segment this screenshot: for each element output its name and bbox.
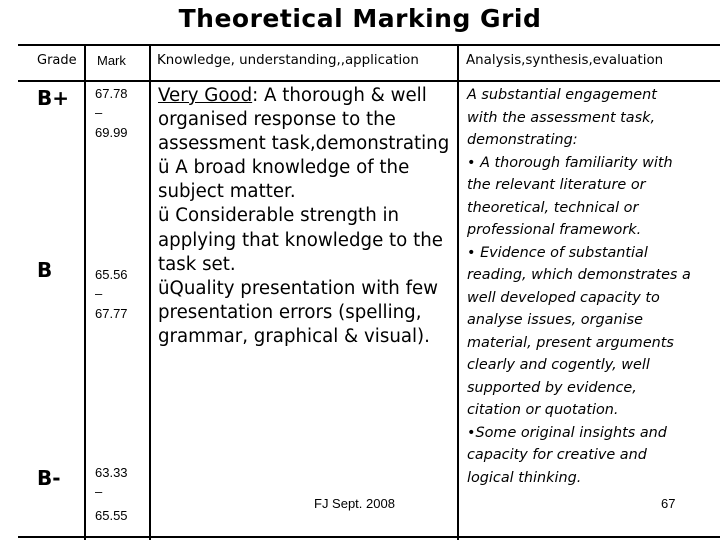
knowledge-line: task set. xyxy=(158,253,236,275)
knowledge-line: subject matter. xyxy=(158,181,296,203)
knowledge-description xyxy=(158,84,458,349)
header-mark: Mark xyxy=(97,53,126,68)
analysis-line: • A thorough familiarity with xyxy=(467,154,673,171)
header-analysis: Analysis,synthesis,evaluation xyxy=(466,53,664,68)
analysis-line: professional framework. xyxy=(467,222,642,238)
column-divider-1 xyxy=(84,44,86,540)
mark-b-top: 65.56 xyxy=(95,267,128,282)
analysis-line: supported by evidence, xyxy=(467,379,637,396)
knowledge-line xyxy=(158,84,458,108)
analysis-line: well developed capacity to xyxy=(467,289,660,306)
analysis-line: A substantial engagement xyxy=(467,87,657,103)
analysis-line: analyse issues, organise xyxy=(467,312,643,328)
mark-b-bottom: 67.77 xyxy=(95,306,128,321)
analysis-line: capacity for creative and xyxy=(467,447,647,463)
page-title: Theoretical Marking Grid xyxy=(178,4,542,33)
analysis-line: logical thinking. xyxy=(467,469,582,486)
knowledge-line: applying that knowledge to the xyxy=(158,229,443,251)
knowledge-line: assessment task,demonstrating xyxy=(158,133,450,155)
header-knowledge: Knowledge, understanding,,application xyxy=(157,53,419,68)
knowledge-line: üQuality presentation with few xyxy=(158,277,439,299)
analysis-line: the relevant literature or xyxy=(467,177,646,193)
footer-credit: FJ Sept. 2008 xyxy=(314,496,395,511)
analysis-line: clearly and cogently, well xyxy=(467,357,650,373)
mark-b-plus-bottom: 69.99 xyxy=(95,125,128,140)
header-divider xyxy=(18,80,720,82)
very-good-label: Very Good xyxy=(158,85,253,106)
grade-b-minus: B- xyxy=(37,466,61,490)
knowledge-line: presentation errors (spelling, xyxy=(158,301,422,323)
mark-b-minus-top: 63.33 xyxy=(95,465,128,480)
knowledge-line: ü A broad knowledge of the xyxy=(158,157,410,179)
knowledge-line: organised response to the xyxy=(158,109,396,131)
mark-b-minus-bottom: 65.55 xyxy=(95,508,128,523)
analysis-line: •Some original insights and xyxy=(467,424,667,441)
analysis-line: reading, which demonstrates a xyxy=(467,267,691,283)
mark-b-minus-dash: – xyxy=(95,484,103,499)
analysis-description xyxy=(467,84,717,489)
header-grade: Grade xyxy=(37,53,77,68)
grade-b-plus: B+ xyxy=(37,86,70,110)
analysis-line: • Evidence of substantial xyxy=(467,244,648,261)
column-divider-2 xyxy=(149,44,151,540)
table-top-border xyxy=(18,44,720,46)
grade-b: B xyxy=(37,258,53,282)
knowledge-line: ü Considerable strength in xyxy=(158,205,400,227)
analysis-line: with the assessment task, xyxy=(467,109,656,126)
knowledge-line: grammar, graphical & visual). xyxy=(158,325,430,347)
page-number: 67 xyxy=(661,496,676,511)
mark-b-plus-dash: – xyxy=(95,105,103,120)
mark-b-plus-top: 67.78 xyxy=(95,86,128,101)
knowledge-line-text: : A thorough & well xyxy=(252,85,427,106)
table-bottom-border xyxy=(18,536,720,538)
analysis-line: theoretical, technical or xyxy=(467,199,639,216)
analysis-line: demonstrating: xyxy=(467,132,578,148)
mark-b-dash: – xyxy=(95,286,103,301)
analysis-line: material, present arguments xyxy=(467,334,674,351)
analysis-line: citation or quotation. xyxy=(467,402,619,418)
